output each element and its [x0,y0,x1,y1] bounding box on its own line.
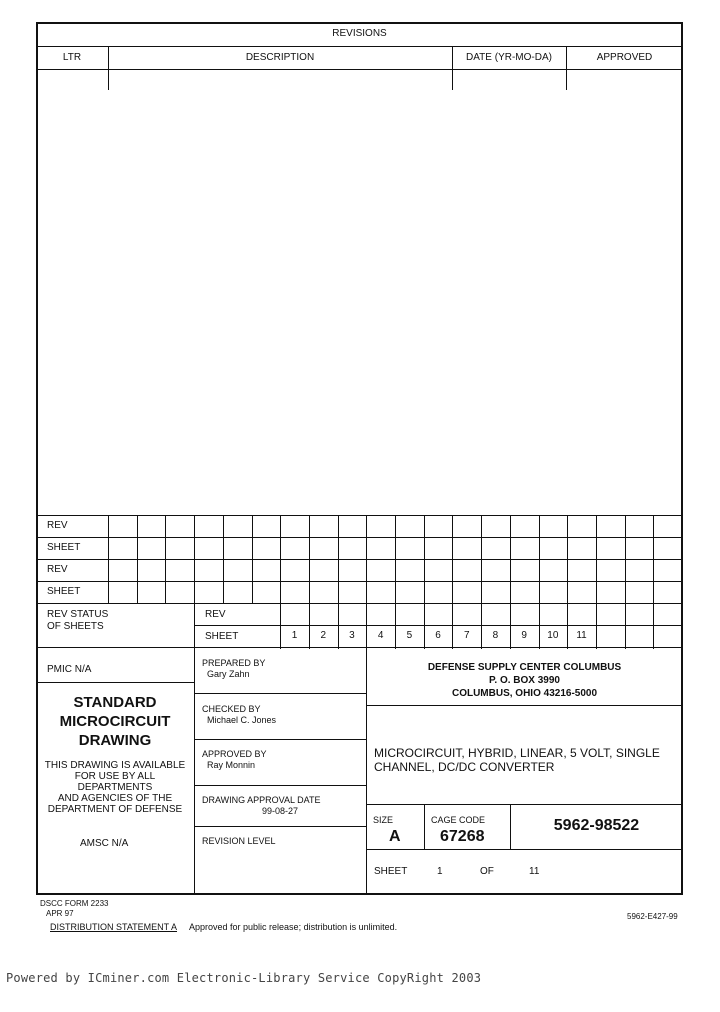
grid-line [280,603,281,649]
cage-label: CAGE CODE [431,815,486,825]
grid-line [309,515,310,603]
grid-line [309,603,310,649]
sheet-number: 6 [435,630,441,641]
grid-line [510,515,511,603]
grid-row-label: SHEET [47,586,81,597]
col-date: DATE (YR-MO-DA) [466,52,552,63]
grid-line [280,515,281,603]
grid-line [596,603,597,649]
sheet-label: SHEET [374,866,408,877]
agency-line: P. O. BOX 3990 [489,675,560,686]
drawing-title-line: STANDARD [73,694,157,711]
grid-line [682,515,683,603]
of-label: OF [480,866,494,877]
drawing-number: 5962-98522 [553,817,640,834]
grid-line [338,515,339,603]
agency-line: DEFENSE SUPPLY CENTER COLUMBUS [427,662,622,673]
grid-line [567,515,568,603]
rule [366,849,683,850]
grid-line [653,603,654,649]
of-sheets-label: OF SHEETS [47,621,104,632]
grid-row-label: REV [47,564,68,575]
sheet-number: 7 [463,630,470,641]
grid-line [36,581,683,582]
col-ltr: LTR [62,52,82,63]
sheet-number: 5 [406,630,413,641]
grid-line [108,515,109,603]
grid-line [682,603,683,649]
grid-line [137,515,138,603]
size-value: A [389,828,401,845]
grid-line [481,603,482,649]
grid-line [36,559,683,560]
revisions-title: REVISIONS [332,28,387,39]
grid-line [338,603,339,649]
amsc: AMSC N/A [80,838,129,849]
checked-name: Michael C. Jones [207,715,277,725]
sheet-number: 2 [320,630,327,641]
availability-line: THIS DRAWING IS AVAILABLE [44,760,186,771]
grid-line [596,515,597,603]
grid-line [36,515,683,516]
description-line: MICROCIRCUIT, HYBRID, LINEAR, 5 VOLT, SINGLE [374,746,660,760]
approved-name: Ray Monnin [207,760,256,770]
agency-line: COLUMBUS, OHIO 43216-5000 [451,688,598,699]
pmic: PMIC N/A [47,664,92,675]
sheet-number: 3 [349,630,355,641]
rule [36,46,683,47]
grid-row-label: SHEET [47,542,81,553]
rule [366,804,683,805]
grid-line [395,515,396,603]
grid-row-label: REV [47,520,68,531]
prepared-label: PREPARED BY [202,658,266,668]
grid-line [165,515,166,603]
sheet-value: 1 [437,866,443,877]
sheet-number: 1 [291,630,298,641]
grid-line [194,625,683,626]
approval-date: 99-08-27 [262,806,299,816]
grid-line [653,515,654,603]
availability-line: DEPARTMENT OF DEFENSE [47,804,183,815]
rev-status-label: REV STATUS [47,609,109,620]
sheet-number: 9 [521,630,527,641]
sheet-number: 11 [576,630,587,641]
sheet-number: 10 [547,630,559,641]
revision-level-label: REVISION LEVEL [202,836,276,846]
grid-line [223,515,224,603]
grid-line [366,515,367,603]
grid-line [36,537,683,538]
size-label: SIZE [373,815,394,825]
grid-line [481,515,482,603]
rule [194,785,366,786]
grid-line [194,603,195,649]
cage-value: 67268 [440,828,485,845]
description-line: CHANNEL, DC/DC CONVERTER [374,760,555,774]
drawing-title-line: DRAWING [78,732,152,749]
grid-line [567,603,568,649]
rule [194,693,366,694]
distribution-text: Approved for public release; distribution is unlimited. [189,922,398,932]
grid-line [625,603,626,649]
approved-label: APPROVED BY [202,749,267,759]
grid-line [452,603,453,649]
grid-line [366,603,367,649]
of-value: 11 [529,866,540,877]
grid-line [424,603,425,649]
rule [424,804,425,849]
footer-watermark: Powered by ICminer.com Electronic-Library Service CopyRight 2003 [6,971,482,985]
rule [36,69,683,70]
status-rev-label: REV [205,609,226,620]
col-description: DESCRIPTION [245,52,315,63]
grid-line [510,603,511,649]
sheet-number: 8 [492,630,499,641]
grid-line [395,603,396,649]
availability-line: DEPARTMENTS [77,782,153,793]
status-sheet-label: SHEET [205,631,239,642]
rule [366,705,683,706]
col-approved: APPROVED [596,52,653,63]
grid-line [36,603,683,604]
grid-line [539,603,540,649]
availability-line: FOR USE BY ALL [74,771,156,782]
availability-line: AND AGENCIES OF THE [57,793,173,804]
rule [36,647,683,648]
checked-label: CHECKED BY [202,704,261,714]
grid-line [424,515,425,603]
doc-code: 5962-E427-99 [627,912,678,921]
approval-date-label: DRAWING APPROVAL DATE [202,795,321,805]
grid-line [539,515,540,603]
rule [194,826,366,827]
grid-line [452,515,453,603]
rule [36,682,194,683]
grid-line [252,515,253,603]
form-date: APR 97 [46,909,74,918]
grid-line [625,515,626,603]
drawing-title-line: MICROCIRCUIT [59,713,171,730]
prepared-name: Gary Zahn [207,669,250,679]
form-number: DSCC FORM 2233 [40,899,109,908]
sheet-number: 4 [377,630,384,641]
grid-line [194,515,195,603]
distribution-label: DISTRIBUTION STATEMENT A [50,922,178,932]
rule [194,647,195,895]
rule [194,739,366,740]
